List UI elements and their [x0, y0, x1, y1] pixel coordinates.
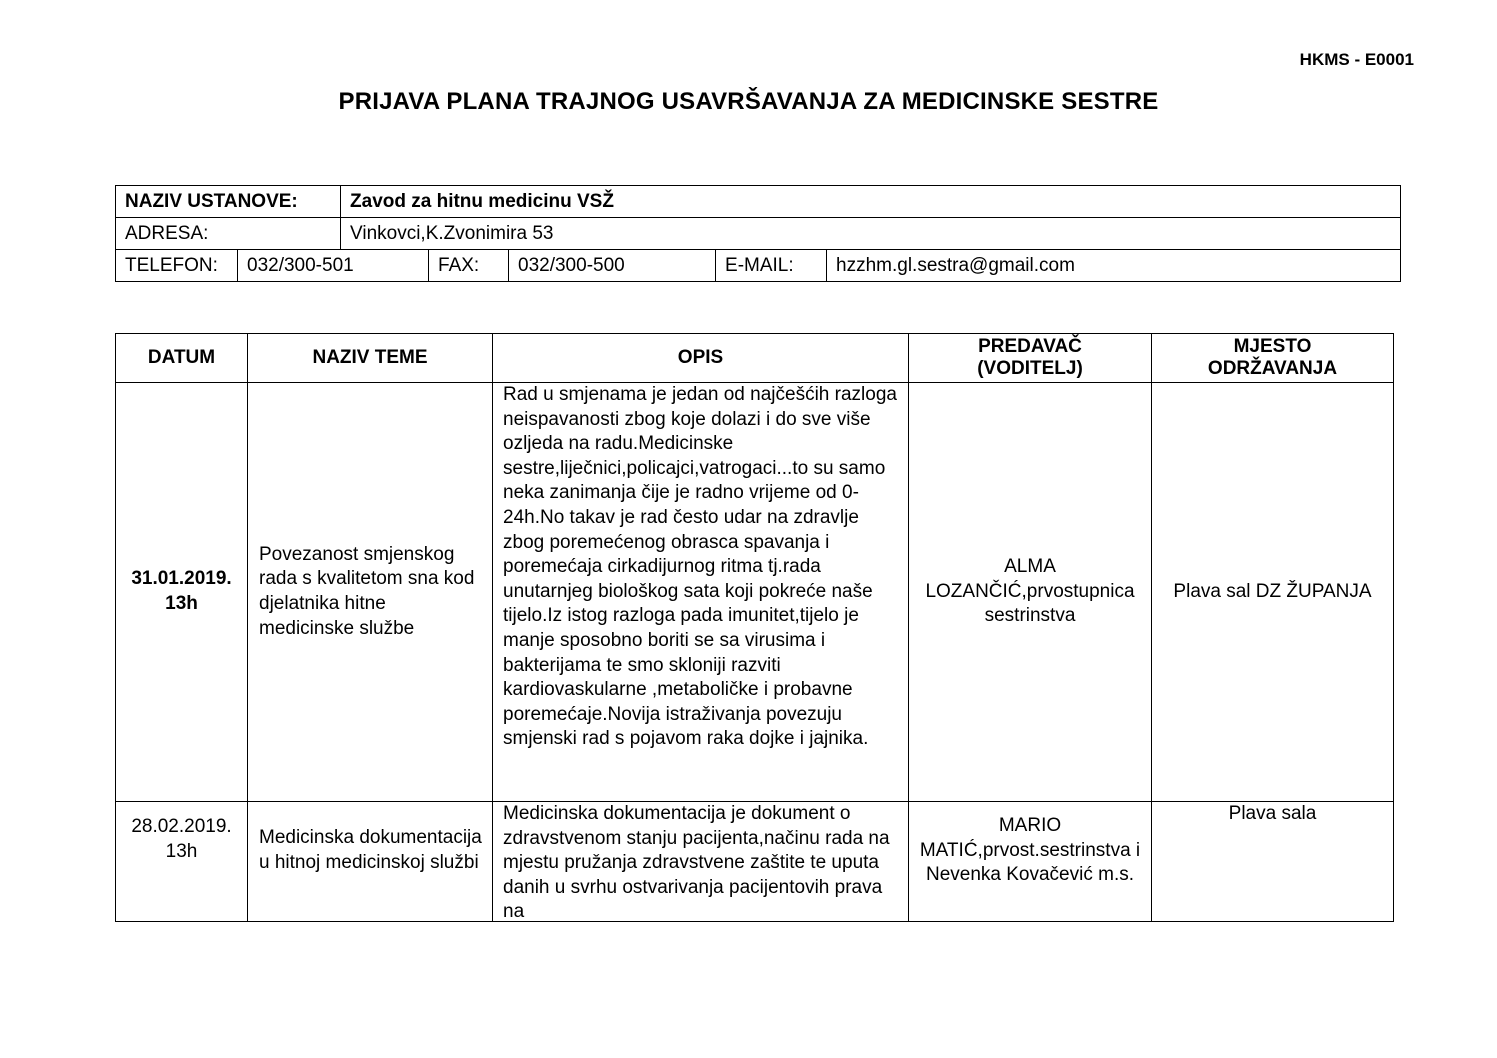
- row-description-text: Medicinska dokumentacija je dokument o zdravstvenom stanju pacijenta,načinu rada na mjestu pružanja zdravstvene zaštite te uputa danih u svrhu ostvarivanja pacijentovih prava na: [503, 803, 890, 921]
- institution-name-row: [116, 186, 1401, 218]
- institution-info-table: [115, 185, 1401, 282]
- header-lecturer-line1: PREDAVAČ: [978, 336, 1082, 357]
- email-label: E-MAIL:: [716, 250, 827, 282]
- institution-name-label: NAZIV USTANOVE:: [116, 186, 341, 218]
- row-date-line1: 28.02.2019.: [131, 816, 232, 837]
- table-header-row: [116, 334, 1394, 383]
- row-date: [116, 383, 248, 802]
- row-date-line2: 13h: [165, 840, 198, 862]
- table-row: [116, 383, 1394, 802]
- row-date-line1: 31.01.2019.: [131, 568, 232, 590]
- training-plan-table: [115, 333, 1394, 922]
- header-topic: NAZIV TEME: [248, 334, 493, 383]
- row-description: [493, 802, 909, 922]
- row-topic-text: Medicinska dokumentacija u hitnoj medicinskoj službi: [259, 827, 482, 873]
- address-label: ADRESA:: [116, 218, 341, 250]
- header-location: [1152, 334, 1394, 383]
- phone-label: TELEFON:: [116, 250, 238, 282]
- form-code: HKMS - E0001: [1299, 50, 1414, 69]
- row-description: Rad u smjenama je jedan od najčešćih razloga neispavanosti zbog koje dolazi i do sve više ozljeda na radu.Medicinske sestre,liječnici,policajci,vatrogaci...to su samo neka zanimanja čije je radno vrijeme od 0-24h.No takav je rad često udar na zdravlje zbog poremećenog obrasca spavanja i poremećaja cirkadijurnog ritma tj.rada unutarnjeg biološkog sata koji pokreće naše tijelo.Iz istog razloga pada imunitet,tijelo je manje sposobno boriti se sa virusima i bakterijama te smo skloniji razviti kardiovaskularne ,metaboličke i probavne poremećaje.Novija istraživanja povezuju smjenski rad s pojavom raka dojke i jajnika.: [493, 383, 909, 802]
- row-location: Plava sala: [1152, 802, 1394, 922]
- contact-row: [116, 250, 1401, 282]
- table-row: [116, 802, 1394, 922]
- row-topic: [248, 802, 493, 922]
- row-lecturer: [909, 802, 1152, 922]
- row-lecturer: ALMA LOZANČIĆ,prvostupnica sestrinstva: [909, 383, 1152, 802]
- fax-label: FAX:: [429, 250, 509, 282]
- row-date: [116, 802, 248, 922]
- institution-name-value: Zavod za hitnu medicinu VSŽ: [341, 186, 1401, 218]
- row-date-line2: 13h: [165, 593, 198, 614]
- header-description: OPIS: [493, 334, 909, 383]
- row-topic: Povezanost smjenskog rada s kvalitetom sna kod djelatnika hitne medicinske službe: [248, 383, 493, 802]
- row-location: Plava sal DZ ŽUPANJA: [1152, 383, 1394, 802]
- document-title: PRIJAVA PLANA TRAJNOG USAVRŠAVANJA ZA MEDICINSKE SESTRE: [338, 88, 1159, 115]
- header-location-line2: ODRŽAVANJA: [1207, 358, 1338, 379]
- header-date: DATUM: [116, 334, 248, 383]
- phone-value: 032/300-501: [238, 250, 429, 282]
- email-value: hzzhm.gl.sestra@gmail.com: [827, 250, 1401, 282]
- header-location-line1: MJESTO: [1233, 336, 1312, 357]
- address-value: Vinkovci,K.Zvonimira 53: [341, 218, 1401, 250]
- header-lecturer: [909, 334, 1152, 383]
- fax-value: 032/300-500: [509, 250, 716, 282]
- address-row: [116, 218, 1401, 250]
- header-lecturer-line2: (VODITELJ): [977, 358, 1083, 379]
- row-lecturer-text: MARIO MATIĆ,prvost.sestrinstva i Nevenka Kovačević m.s.: [919, 815, 1141, 886]
